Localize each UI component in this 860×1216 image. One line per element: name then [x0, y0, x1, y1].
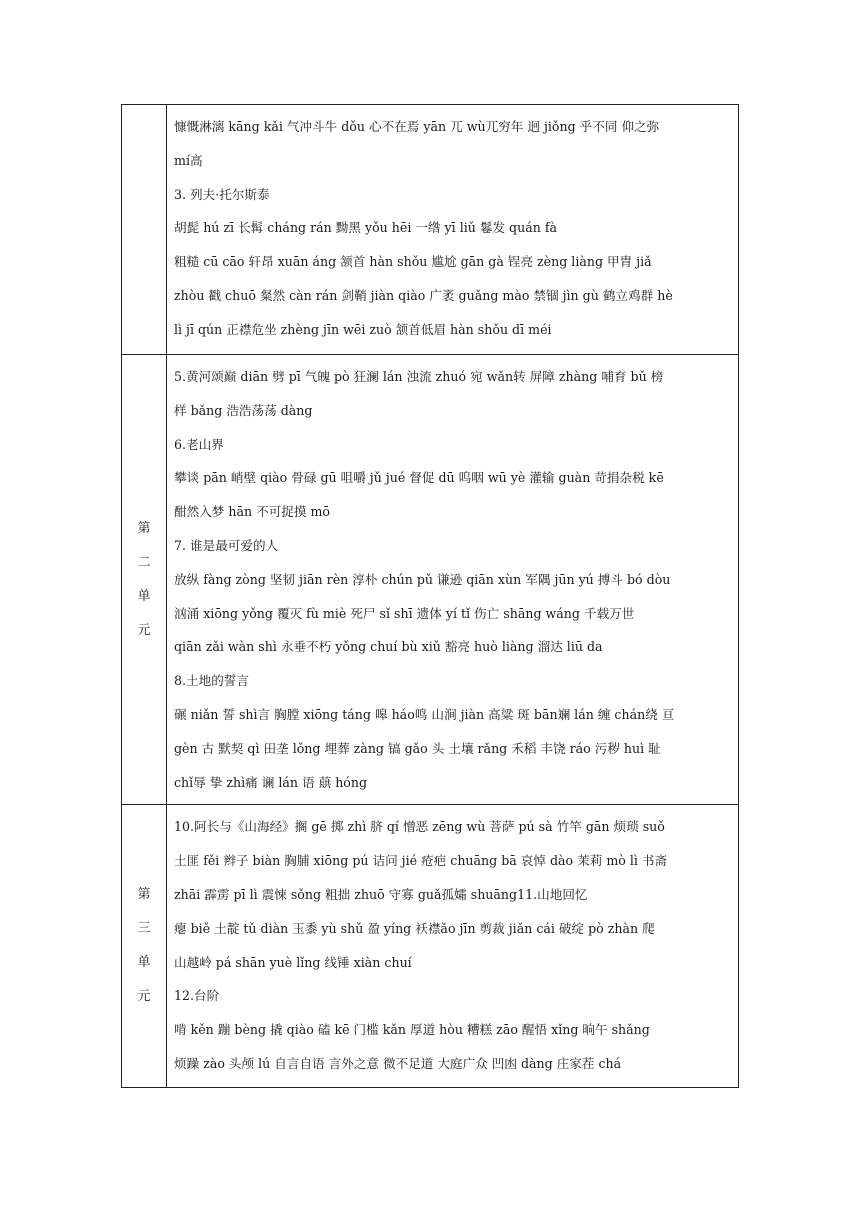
unit-label-cell: [122, 105, 167, 355]
vocab-line: 碾 niǎn 誓 shì言 胸膛 xiōng táng 嗥 háo鸣 山涧 jiàn 高粱 斑 bān斓 lán 缠 chán绕 亘: [174, 706, 675, 722]
unit-label-char: 第: [137, 520, 151, 536]
lesson-heading: 7. 谁是最可爱的人: [174, 537, 279, 553]
vocab-line: 5.黄河颂巅 diān 劈 pī 气魄 pò 狂澜 lán 浊流 zhuó 宛 wǎn转 屏障 zhàng 哺育 bǔ 榜: [174, 369, 664, 384]
unit-label-char: 第: [137, 887, 151, 903]
unit-label: [122, 512, 166, 648]
unit-row-3: [122, 805, 739, 1088]
vocab-line: 10.阿长与《山海经》搁 gē 掷 zhì 脐 qí 憎恶 zēng wù 菩萨 pú sà 竹竿 gān 烦琐 suǒ: [174, 819, 665, 835]
vocab-line: 慷慨淋漓 kāng kǎi 气冲斗牛 dǒu 心不在焉 yān 兀 wù兀穷年 迥 jiǒng 乎不同 仰之弥: [174, 119, 660, 134]
unit-label-cell: [122, 805, 167, 1088]
unit-label-char: 单: [137, 955, 151, 971]
vocab-line: qiān zǎi wàn shì 永垂不朽 yǒng chuí bù xiǔ 豁亮 huò liàng 溜达 liū da: [174, 639, 603, 655]
vocab-line: lì jī qún 正襟危坐 zhèng jīn wēi zuò 颔首低眉 hàn shǒu dī méi: [174, 321, 552, 337]
vocabulary-table: [121, 104, 739, 1088]
unit-label: [122, 878, 166, 1014]
lesson-heading: 6.老山界: [174, 436, 224, 452]
vocab-line: 酣然入梦 hān 不可捉摸 mō: [174, 504, 331, 520]
unit-content-cell: [167, 805, 739, 1088]
vocab-line: zhāi 霹雳 pī lì 震悚 sǒng 粗拙 zhuō 守寡 guǎ孤孀 shuāng11.山地回忆: [174, 886, 588, 902]
unit-content-cell: [167, 355, 739, 805]
vocab-line: 啃 kěn 蹦 bèng 撬 qiào 磕 kē 门槛 kǎn 厚道 hòu 糟糕 zāo 醒悟 xǐng 晌午 shǎng: [174, 1022, 650, 1038]
vocab-line: gèn 古 默契 qì 田垄 lǒng 埋葬 zàng 镐 gǎo 头 土壤 rǎng 禾稻 丰饶 ráo 污秽 huì 耻: [174, 740, 661, 756]
vocab-line: 胡髭 hú zī 长髯 cháng rán 黝黑 yǒu hēi 一绺 yī liǔ 鬈发 quán fà: [174, 220, 558, 236]
vocab-line: mí高: [174, 152, 203, 168]
vocab-line: 粗糙 cū cāo 轩昂 xuān áng 颔首 hàn shǒu 尴尬 gān gà 锃亮 zèng liàng 甲胄 jiǎ: [174, 254, 652, 270]
unit-label-char: 三: [137, 921, 151, 937]
vocab-line: chǐ辱 挚 zhì痛 谰 lán 语 蕻 hóng: [174, 774, 368, 790]
unit-label-char: 单: [137, 588, 151, 604]
unit-content-cell: [167, 105, 739, 355]
unit-label-char: 元: [137, 622, 151, 638]
vocab-line: 烦躁 zào 头颅 lú 自言自语 言外之意 微不足道 大庭广众 凹凼 dàng 庄家茬 chá: [174, 1055, 622, 1071]
vocab-line: 土匪 fěi 辫子 biàn 胸脯 xiōng pú 诘问 jié 疮疤 chuāng bā 哀悼 dào 茉莉 mò lì 书斋: [174, 853, 668, 869]
vocab-line: 样 bǎng 浩浩荡荡 dàng: [174, 402, 313, 418]
vocab-line: 山越岭 pá shān yuè lǐng 线锤 xiàn chuí: [174, 954, 412, 970]
unit-label-char: 二: [137, 554, 151, 570]
lesson-heading: 8.土地的誓言: [174, 673, 249, 689]
vocab-line: 汹涌 xiōng yǒng 覆灭 fù miè 死尸 sǐ shī 遗体 yí tǐ 伤亡 shāng wáng 千载万世: [174, 605, 635, 621]
vocab-line: 放纵 fàng zòng 坚韧 jiān rèn 淳朴 chún pǔ 谦逊 qiān xùn 军隅 jūn yú 搏斗 bó dòu: [174, 571, 671, 587]
unit-row-2: [122, 355, 739, 805]
lesson-heading: 3. 列夫·托尔斯泰: [174, 186, 270, 202]
vocab-line: zhòu 戳 chuō 粲然 càn rán 剑鞘 jiàn qiào 广袤 guǎng mào 禁锢 jìn gù 鹤立鸡群 hè: [174, 287, 673, 303]
vocab-line: 瘪 biě 土靛 tǔ diàn 玉黍 yù shǔ 盈 yíng 袄襟ǎo jīn 剪裁 jiǎn cái 破绽 pò zhàn 爬: [174, 920, 655, 936]
vocab-line: 攀谈 pān 峭壁 qiào 骨碌 gū 咀嚼 jǔ jué 督促 dū 呜咽 wū yè 灌输 guàn 苛捐杂税 kē: [174, 470, 664, 486]
unit-row-1: [122, 105, 739, 355]
unit-label-cell: [122, 355, 167, 805]
lesson-heading: 12.台阶: [174, 988, 220, 1004]
unit-label-char: 元: [137, 989, 151, 1005]
